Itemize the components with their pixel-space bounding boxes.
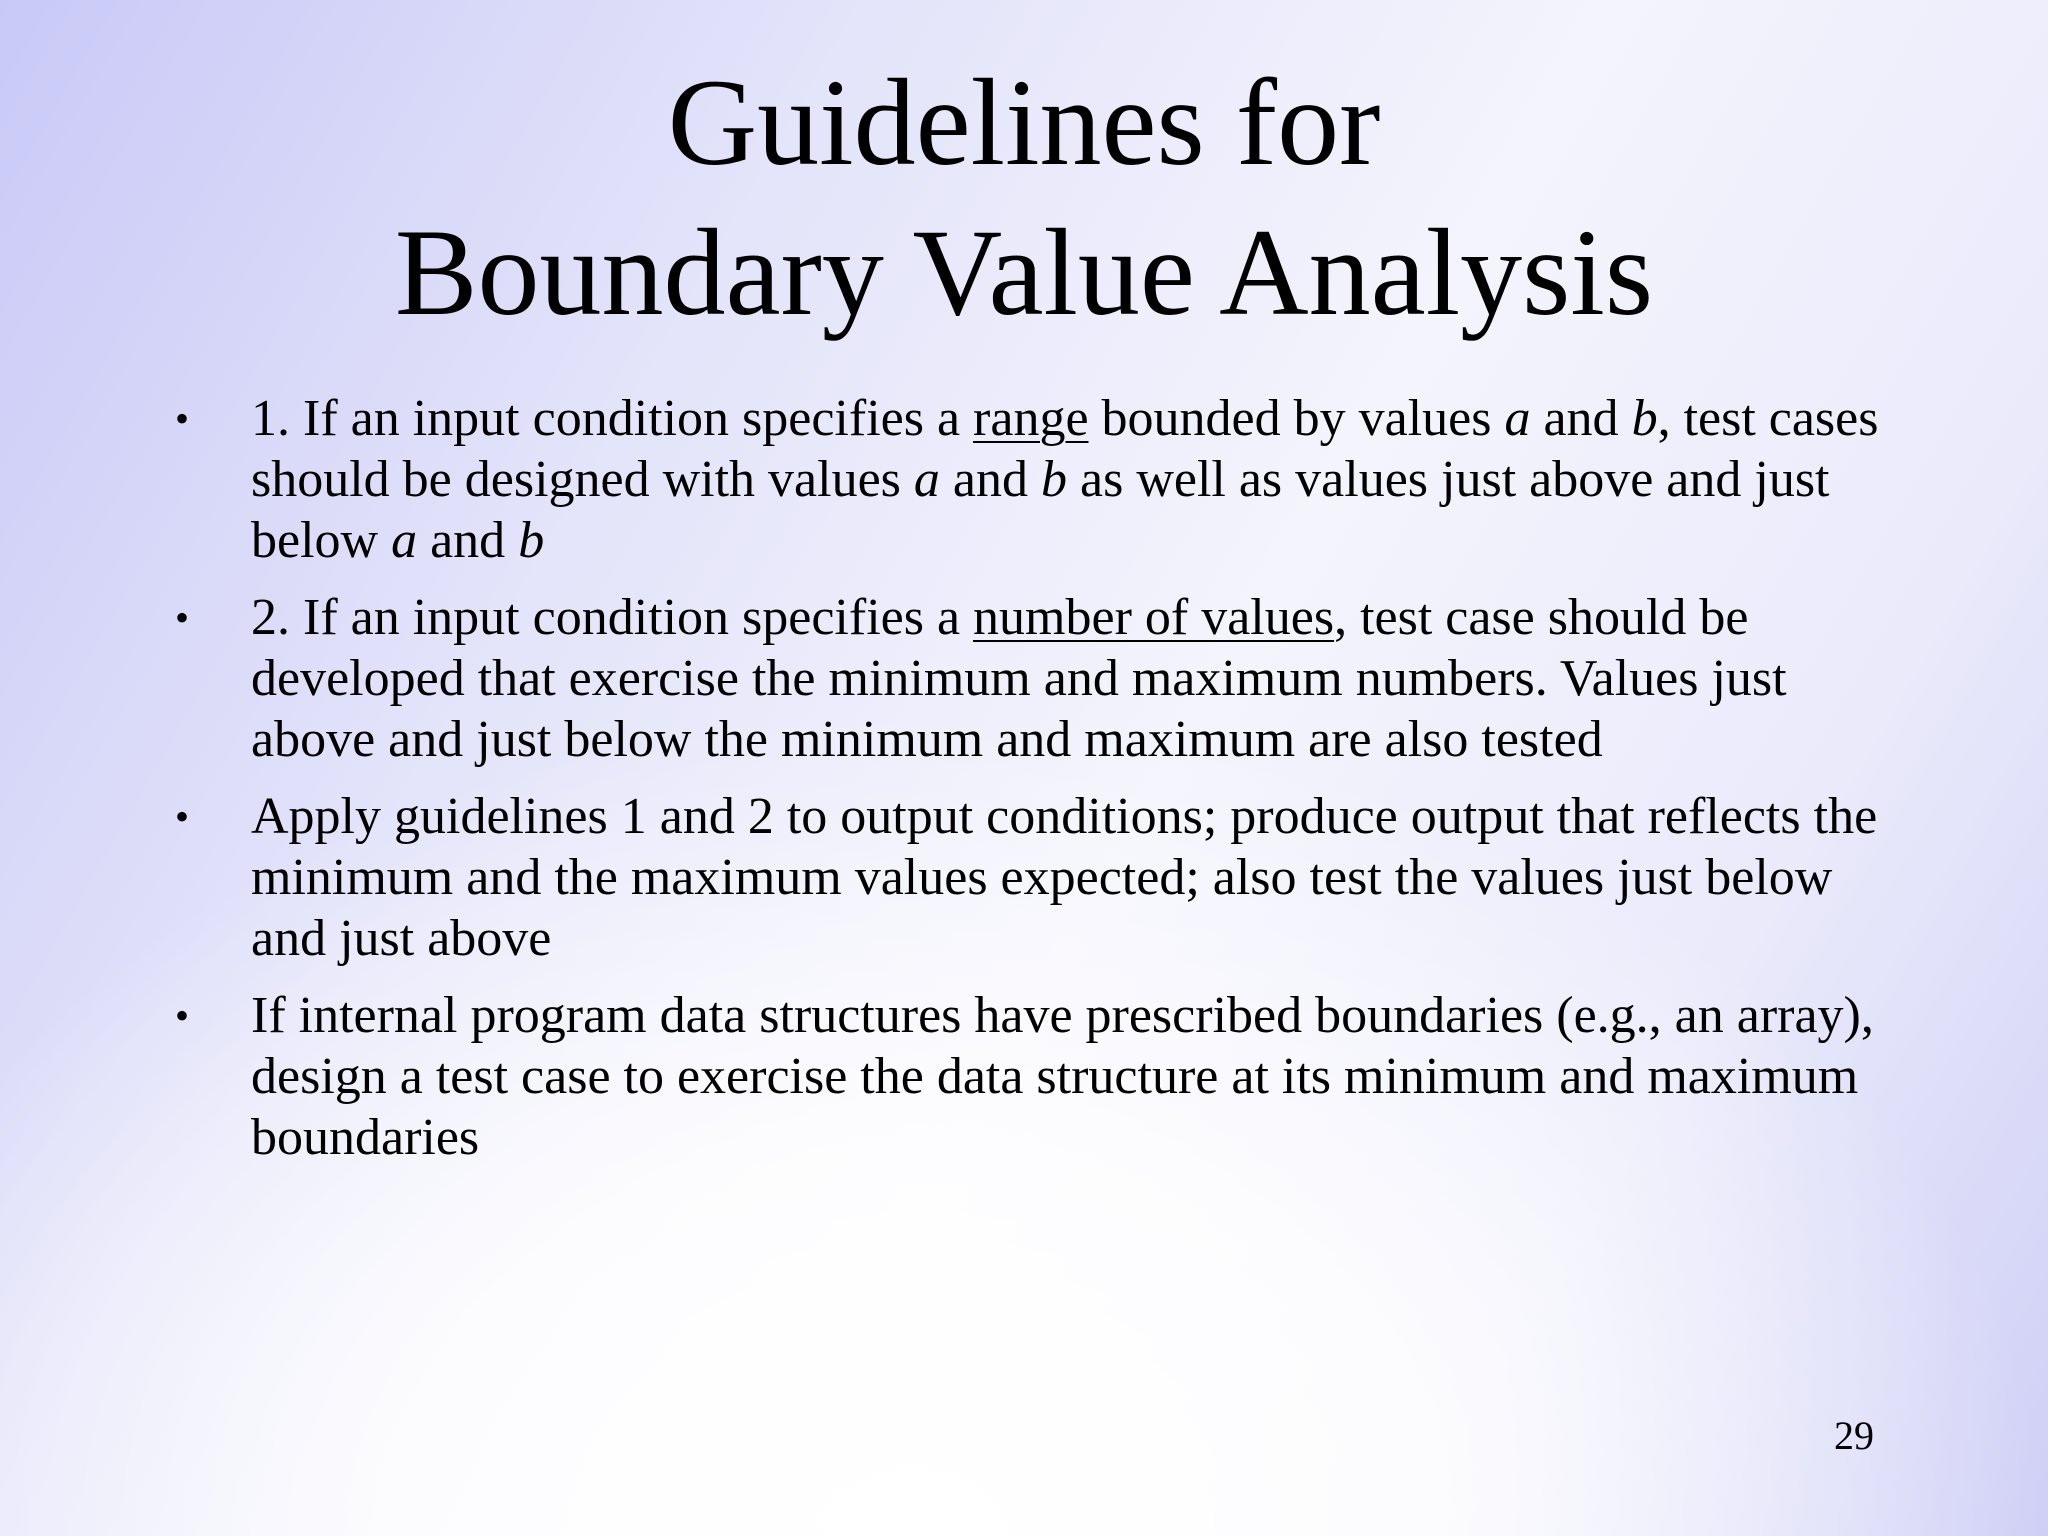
bullet-text-segment: range (973, 390, 1089, 447)
bullet-text-segment: , test cases should be designed with values (251, 390, 1879, 508)
bullet-text-segment: bounded by values (1088, 390, 1505, 447)
bullet-dot: • (175, 396, 190, 441)
bullet-text (251, 987, 1874, 1166)
bullet-text-segment: number of values (973, 589, 1335, 646)
bullet-text-segment: a (1504, 390, 1531, 447)
bullet-text-segment: and (939, 451, 1041, 508)
bullet-text-segment: , test case should be developed that exercise the minimum and maximum numbers. Values just above and just below the minimum and maximum are also tested (251, 589, 1787, 768)
bullet-text-segment: a (913, 451, 940, 508)
bullet-text-segment: 2. If an input condition specifies a (251, 589, 974, 646)
slide-title (0, 48, 2048, 348)
bullet-text (251, 788, 1877, 967)
bullet-text-segment: as well as values just above and just below (251, 451, 1830, 569)
slide-title-line-2: Boundary Value Analysis (394, 204, 1654, 341)
bullet-text-segment: and (1530, 390, 1632, 447)
bullet-text-segment: Apply guidelines 1 and 2 to output conditions; produce output that reflects the minimum and the maximum values expected; also test the values just below and just above (251, 788, 1878, 967)
bullet-text (251, 589, 1787, 768)
bullet-text-segment: and (417, 512, 519, 569)
bullet-dot: • (175, 794, 190, 839)
bullet-item (175, 985, 1895, 1168)
bullet-text-segment: b (518, 512, 545, 569)
bullet-item (175, 388, 1895, 571)
bullet-text-segment: b (1631, 390, 1658, 447)
bullet-list (175, 388, 1895, 1184)
bullet-text-segment: a (391, 512, 418, 569)
bullet-dot: • (175, 595, 190, 640)
page-number: 29 (1834, 1413, 1874, 1458)
bullet-text-segment: If internal program data structures have prescribed boundaries (e.g., an array), design a test case to exercise the data structure at its minimum and maximum boundaries (251, 987, 1874, 1166)
bullet-item (175, 587, 1895, 770)
bullet-dot: • (175, 993, 190, 1038)
bullet-text-segment: b (1041, 451, 1067, 508)
bullet-text-segment: 1. If an input condition specifies a (251, 390, 974, 447)
slide-title-line-1: Guidelines for (667, 54, 1381, 191)
bullet-item (175, 786, 1895, 969)
bullet-text (251, 390, 1879, 569)
